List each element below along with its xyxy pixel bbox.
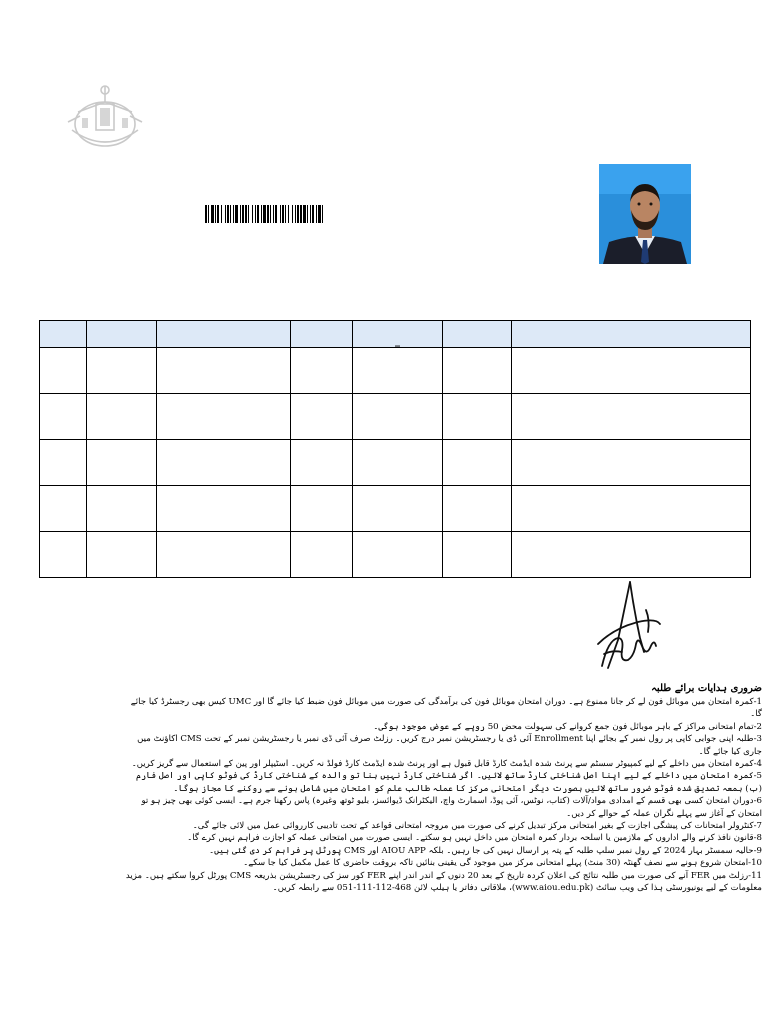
table-cell bbox=[157, 486, 291, 532]
table-cell bbox=[40, 486, 87, 532]
list-item: 5-کمرہ امتحان میں داخلے کے لیے اپنا اصل شناختی کارڈ ساتھ لائیں۔ اگر شناختی کارڈ نہیں بنا تو والدہ کے شناختی کارڈ کی فوٹو کاپی اور اصل فارم (ب) بمعہ تصدیق شدہ فوٹو ضرور ساتھ لائیں بصورت دیگر امتحانی مرکز کا عملہ طالب علم کو امتحان میں شامل ہونے سے روکنے کا مجاز ہوگا۔ bbox=[136, 771, 762, 794]
table-cell bbox=[157, 440, 291, 486]
table-cell bbox=[512, 348, 751, 394]
table-cell bbox=[87, 394, 157, 440]
table-cell bbox=[291, 486, 353, 532]
table-cell bbox=[40, 394, 87, 440]
table-cell bbox=[353, 348, 443, 394]
list-item: 11-رزلٹ میں FER آنے کی صورت میں طلبہ نتائج کی اعلان کردہ تاریخ کے بعد 20 دنوں کے اندر اندر اپنے FER کور سز کی رجسٹریشن بذریعہ CMS پورٹل کروا سکتے ہیں۔ مزید معلومات کے لیے یونیورسٹی ہذا کی ویب سائٹ (www.aiou.edu.pk)، ملاقاتی دفاتر یا ہیلپ لائن 468-112-111-051 سے رابطہ کریں۔ bbox=[125, 870, 762, 894]
table-cell bbox=[40, 348, 87, 394]
table-header-cell bbox=[87, 321, 157, 348]
barcode-icon bbox=[205, 205, 385, 223]
table-cell bbox=[443, 394, 512, 440]
table-row bbox=[40, 532, 751, 578]
list-item: 2-تمام امتحانی مراکز کے باہر موبائل فون جمع کروانے کی سہولت محض 50 روپے کے عوض موجود ہوگی۔ bbox=[373, 721, 762, 732]
list-item: 4-کمرہ امتحان میں داخلے کے لیے کمپیوٹر سسٹم سے پرنٹ شدہ ایڈمٹ کارڈ قابل قبول ہے اور پرنٹ شدہ ایڈمٹ کارڈ فولڈ نہ کریں۔ اسٹیپلر اور پین کے استعمال سے گریز کریں۔ bbox=[131, 759, 762, 770]
table-cell bbox=[512, 440, 751, 486]
list-item: 6-دوران امتحان کسی بھی قسم کے امدادی مواد/آلات (کتاب، نوٹس، آئی پوڈ، اسمارٹ واچ، الیکٹرانک ڈیوائسز، بلیو ٹوتھ وغیرہ) پاس رکھنا جرم ہے۔ ایسی کوئی بھی چیز ہو تو امتحان کے آغاز سے پہلے نگران عملہ کے حوالے کر دیں۔ bbox=[141, 796, 762, 819]
table-cell bbox=[353, 440, 443, 486]
table-cell bbox=[353, 532, 443, 578]
table-cell bbox=[157, 348, 291, 394]
student-photo bbox=[599, 164, 691, 264]
table-cell bbox=[443, 348, 512, 394]
table-cell bbox=[291, 440, 353, 486]
list-item: 8-قانون نافذ کرنے والے اداروں کے ملازمین یا اسلحہ بردار کمرہ امتحان میں داخل نہیں ہو سکتے۔ ایسی صورت میں امتحانی عملہ کو اجازت فراہم نہیں کرے گا۔ bbox=[187, 833, 762, 844]
table-header-cell bbox=[157, 321, 291, 348]
instructions-section bbox=[118, 683, 768, 895]
table-cell bbox=[157, 532, 291, 578]
list-item: 1-کمرہ امتحان میں موبائل فون لے کر جانا ممنوع ہے۔ دوران امتحان موبائل فون کی برآمدگی کی صورت میں موبائل فون ضبط کیا جائے گا اور UMC کیس بھی رجسٹرڈ کیا جائے گا۔ bbox=[130, 697, 762, 720]
list-item: 3-طلبہ اپنی جوابی کاپی پر رول نمبر کے بجائے اپنا Enrollment آئی ڈی یا رجسٹریشن نمبر درج کریں۔ رزلٹ صرف آئی ڈی نمبر یا رجسٹریشن نمبر کے تحت CMS اکاؤنٹ میں جاری کیا جائے گا۔ bbox=[137, 734, 762, 757]
admission-table bbox=[39, 320, 750, 578]
table-cell bbox=[291, 394, 353, 440]
table-header-cell: _ bbox=[353, 321, 443, 348]
table-row bbox=[40, 440, 751, 486]
table-cell bbox=[87, 486, 157, 532]
table-row bbox=[40, 486, 751, 532]
table-cell bbox=[353, 394, 443, 440]
table-header-row bbox=[40, 321, 751, 348]
table-cell bbox=[87, 348, 157, 394]
list-item: 9-حالیہ سمسٹر بہار 2024 کے رول نمبر سلپ طلبہ کے پتہ پر ارسال نہیں کی جا رہیں۔ بلکہ AIOU APP اور CMS پورٹل پر فراہم کر دی گئی ہیں۔ bbox=[209, 845, 762, 856]
table-cell bbox=[512, 486, 751, 532]
table-cell bbox=[443, 440, 512, 486]
table-header-cell bbox=[40, 321, 87, 348]
table-row bbox=[40, 394, 751, 440]
list-item: 10-امتحان شروع ہونے سے نصف گھنٹہ (30 منٹ) پہلے امتحانی مرکز میں موجود گی یقینی بنائیں تاکہ بروقت حاضری کا عمل مکمل کیا جا سکے۔ bbox=[243, 858, 762, 869]
table-cell bbox=[40, 532, 87, 578]
table-cell bbox=[353, 486, 443, 532]
instructions-title: ضروری ہدایات برائے طلبہ bbox=[651, 683, 762, 694]
table-cell bbox=[291, 532, 353, 578]
table-cell bbox=[87, 532, 157, 578]
table-cell bbox=[87, 440, 157, 486]
table-cell bbox=[157, 394, 291, 440]
instructions-list bbox=[118, 696, 768, 895]
university-crest-icon bbox=[60, 82, 150, 154]
table-cell bbox=[291, 348, 353, 394]
table-header-cell bbox=[443, 321, 512, 348]
table-header-cell bbox=[291, 321, 353, 348]
table-header-cell bbox=[512, 321, 751, 348]
table-cell bbox=[443, 486, 512, 532]
table-row bbox=[40, 348, 751, 394]
table-cell bbox=[40, 440, 87, 486]
table-cell bbox=[443, 532, 512, 578]
table-cell bbox=[512, 394, 751, 440]
list-item: 7-کنٹرولر امتحانات کی پیشگی اجازت کے بغیر امتحانی مرکز تبدیل کرنے کی صورت میں مروجہ امتحانی قواعد کے تحت تادیبی کارروائی عمل میں لائی جائے گی۔ bbox=[192, 821, 762, 832]
table-cell bbox=[512, 532, 751, 578]
signature-icon bbox=[594, 580, 666, 672]
